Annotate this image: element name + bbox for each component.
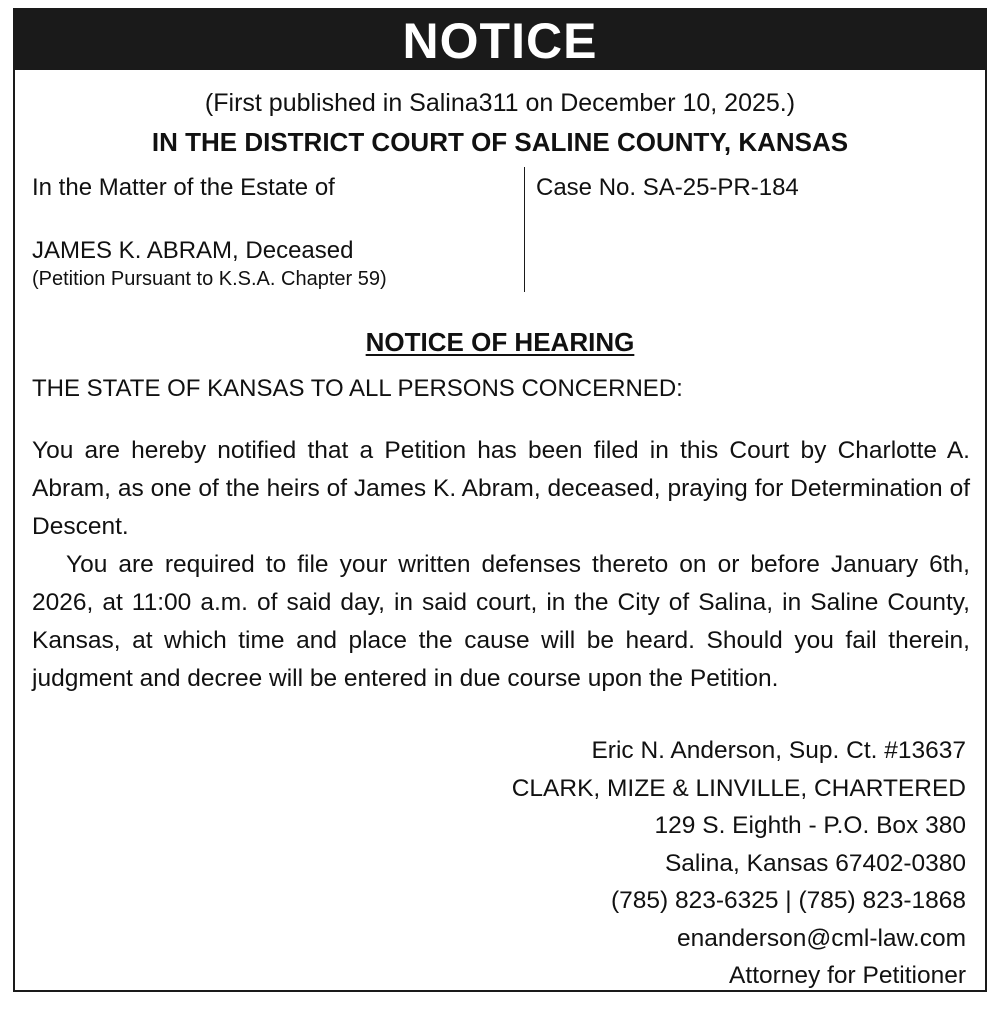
street-address: 129 S. Eighth - P.O. Box 380 [654, 812, 966, 839]
hearing-title [15, 326, 985, 358]
matter-line: In the Matter of the Estate of [32, 174, 335, 201]
phone-numbers: (785) 823-6325 | (785) 823-1868 [610, 887, 966, 914]
hearing-title-text: NOTICE OF HEARING [365, 327, 635, 357]
court-heading: IN THE DISTRICT COURT OF SALINE COUNTY, KANSAS [151, 127, 849, 157]
caption-divider [524, 167, 525, 292]
salutation: THE STATE OF KANSAS TO ALL PERSONS CONCERNED: [32, 375, 683, 402]
case-number: Case No. SA-25-PR-184 [536, 174, 799, 201]
email-address: enanderson@cml-law.com [676, 924, 966, 952]
body-paragraph: You are hereby notified that a Petition has been filed in this Court by Charlotte A. Abram, as one of the heirs of James K. Abram, deceased, praying for Determination of Descent. [32, 437, 970, 540]
decedent-name: JAMES K. ABRAM, Deceased [32, 237, 354, 264]
publication-line: (First published in Salina311 on December 10, 2025.) [204, 89, 796, 117]
attorney-role: Attorney for Petitioner [729, 962, 966, 989]
law-firm: CLARK, MIZE & LINVILLE, CHARTERED [511, 774, 966, 802]
petition-note: (Petition Pursuant to K.S.A. Chapter 59) [32, 268, 387, 290]
city-address: Salina, Kansas 67402-0380 [664, 849, 966, 877]
attorney-name: Eric N. Anderson, Sup. Ct. #13637 [591, 737, 966, 764]
notice-body [32, 432, 970, 698]
signature-block [512, 732, 966, 995]
notice-banner: NOTICE [15, 10, 985, 70]
case-caption [32, 173, 512, 292]
body-paragraph: You are required to file your written defenses thereto on or before January 6th, 2026, at 11:00 a.m. of said day, in said court, in the City of Salina, in Saline County, Kansas, at which time and place the cause will be heard. Should you fail therein, judgment and decree will be entered in due course upon the Petition. [32, 551, 970, 692]
legal-notice [13, 8, 987, 992]
